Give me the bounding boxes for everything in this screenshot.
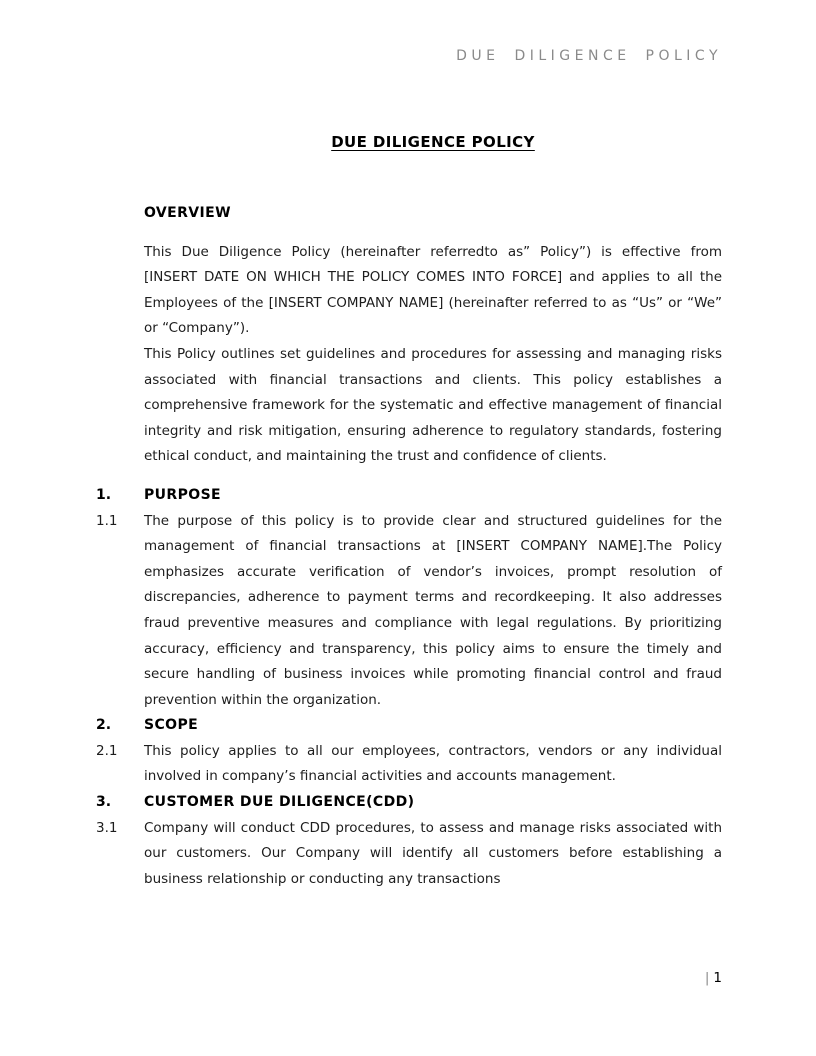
clause-3-1-row	[96, 816, 722, 893]
clause-number: 1.1	[96, 512, 118, 529]
clause-2-1-row	[96, 739, 722, 790]
overview-heading: OVERVIEW	[144, 205, 231, 221]
clause-1-1-row	[96, 509, 722, 714]
section-number: 2.	[96, 717, 112, 734]
clause-number: 3.1	[96, 819, 118, 836]
overview-paragraph-2: This Policy outlines set guidelines and procedures for assessing and managing risks associated with financial transactions and clients. This policy establishes a comprehensive framework for the systematic and effective management of financial integrity and risk mitigation, ensuring adherence to regulatory standards, fostering ethical conduct, and maintaining the trust and confidence of clients.	[144, 345, 722, 465]
section-number: 1.	[96, 486, 112, 503]
scope-heading: SCOPE	[144, 717, 199, 734]
clause-2-1-text: This policy applies to all our employees, contractors, vendors or any individual involved in company’s financial activities and accounts management.	[144, 742, 722, 785]
section-purpose-heading-row	[96, 483, 722, 509]
section-overview	[96, 201, 722, 470]
overview-paragraph-1: This Due Diligence Policy (hereinafter referredto as” Policy”) is effective from [INSERT DATE ON WHICH THE POLICY COMES INTO FORCE] and applies to all the Employees of the [INSERT COMPANY NAME] (hereinafter referred to as “Us” or “We” or “Company”).	[144, 243, 722, 337]
clause-1-1-text: The purpose of this policy is to provide clear and structured guidelines for the management of financial transactions at [INSERT COMPANY NAME].The Policy emphasizes accurate verification of vendor’s invoices, prompt resolution of discrepancies, adherence to payment terms and recordkeeping. It also addresses fraud preventive measures and compliance with legal regulations. By prioritizing accuracy, efficiency and transparency, this policy aims to ensure the timely and secure handling of business invoices while promoting financial control and fraud prevention within the organization.	[144, 512, 722, 708]
document-title-wrap	[144, 132, 722, 151]
purpose-heading: PURPOSE	[144, 486, 222, 503]
document-body	[96, 201, 722, 892]
running-header	[96, 48, 722, 64]
section-number: 3.	[96, 794, 112, 811]
section-scope-heading-row	[96, 713, 722, 739]
clause-number: 2.1	[96, 742, 118, 759]
page-number-footer	[705, 970, 722, 986]
page-number: 1	[713, 970, 722, 986]
section-cdd-heading-row	[96, 790, 722, 816]
footer-separator: |	[704, 970, 710, 986]
running-header-text: DUE DILIGENCE POLICY	[456, 48, 722, 64]
document-title: DUE DILIGENCE POLICY	[331, 133, 535, 151]
clause-3-1-text: Company will conduct CDD procedures, to assess and manage risks associated with our customers. Our Company will identify all customers before establishing a business relationship or conducting any transactions	[144, 819, 722, 887]
cdd-heading: CUSTOMER DUE DILIGENCE(CDD)	[144, 794, 415, 811]
